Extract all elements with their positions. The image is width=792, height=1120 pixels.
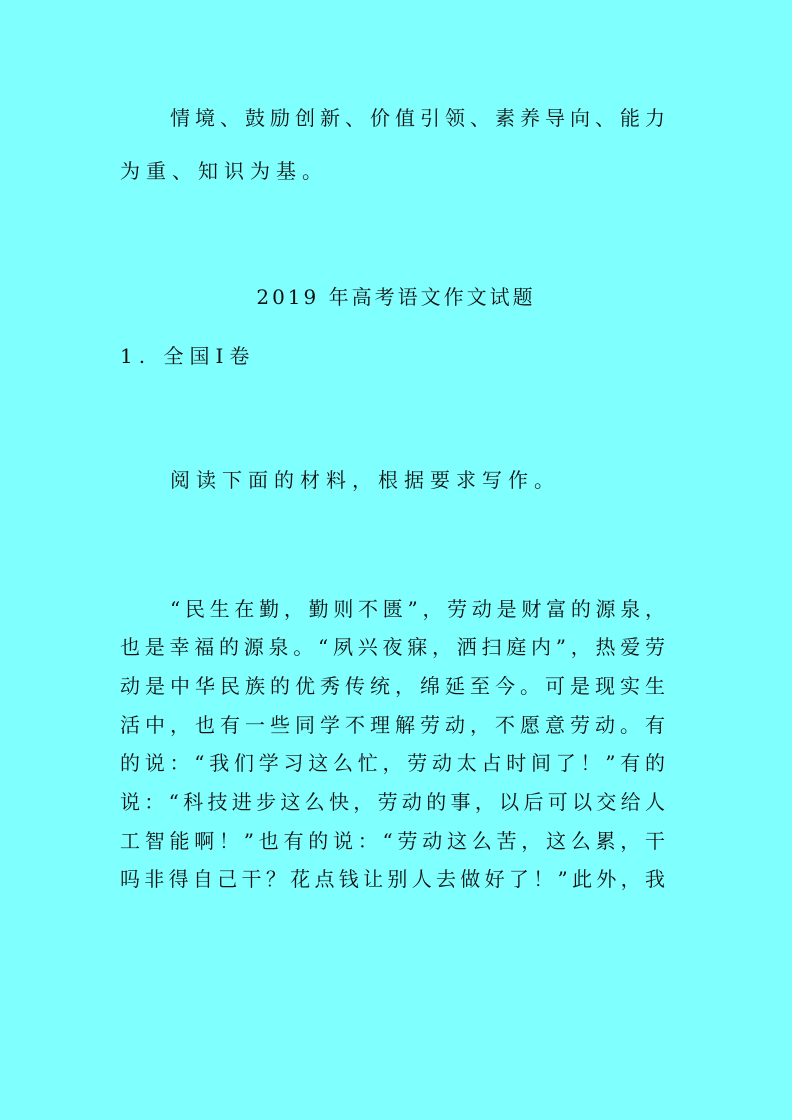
material-line-7: 工智能啊！”也有的说：“劳动这么苦，这么累，干 [120,829,665,853]
intro-line-1: 情境、鼓励创新、价值引领、素养导向、能力 [170,106,665,130]
writing-prompt: 阅读下面的材料，根据要求写作。 [170,468,560,492]
material-line-4: 活中，也有一些同学不理解劳动，不愿意劳动。有 [120,713,665,737]
material-line-6: 说：“科技进步这么快，劳动的事，以后可以交给人 [120,790,665,814]
material-line-2: 也是幸福的源泉。“夙兴夜寐，洒扫庭内”，热爱劳 [120,635,665,659]
section-title: 2019 年高考语文作文试题 [256,285,536,309]
subsection-heading: 1. 全国Ⅰ卷 [120,344,256,368]
material-line-3: 动是中华民族的优秀传统，绵延至今。可是现实生 [120,674,665,698]
material-line-1: “民生在勤，勤则不匮”，劳动是财富的源泉， [170,597,665,621]
material-line-5: 的说：“我们学习这么忙，劳动太占时间了！”有的 [120,751,665,775]
intro-line-2: 为重、知识为基。 [120,159,328,183]
material-line-8: 吗非得自己干？花点钱让别人去做好了！”此外，我 [120,867,665,891]
